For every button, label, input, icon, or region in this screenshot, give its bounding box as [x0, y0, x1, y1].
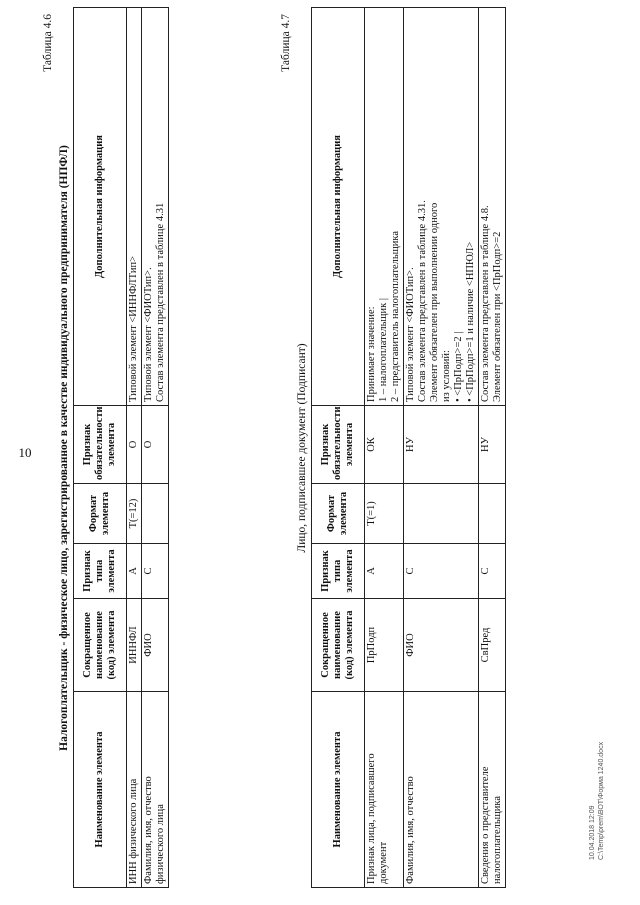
element-info-cell [127, 8, 142, 406]
element-info-cell [142, 8, 169, 406]
table-number: Таблица 4.7 [280, 14, 292, 72]
header-cell: Сокращенное наименование (код) элемента [74, 599, 127, 692]
element-code-cell: ФИО [404, 599, 479, 692]
element-required-cell: НУ [479, 406, 506, 484]
info-line: Элемент обязателен при выполнении одного [429, 202, 440, 402]
table-row [479, 8, 506, 888]
header-cell: Дополнительная информация [74, 8, 127, 406]
table-header-row [312, 8, 365, 888]
table-4-7 [311, 7, 506, 888]
info-line: Принимает значение: [366, 306, 377, 402]
element-name-line: Сведения о представителе [480, 766, 491, 884]
document-footer [588, 742, 606, 860]
element-name-line: налогоплательщика [492, 796, 503, 884]
header-cell: Сокращенное наименование (код) элемента [312, 599, 365, 692]
element-info-cell [404, 8, 479, 406]
element-name-cell [127, 692, 142, 888]
info-line: 2 – представитель налогоплательщика [390, 231, 401, 402]
element-type-cell: А [127, 544, 142, 599]
table-number: Таблица 4.6 [42, 14, 54, 72]
info-line: Типовой элемент <ФИОТип>. [405, 267, 416, 402]
element-name-line: Фамилия, имя, отчество [143, 776, 154, 884]
element-required-cell: О [142, 406, 169, 484]
element-name-line: ИНН физического лица [128, 778, 139, 884]
table-4-6-block [40, 8, 169, 888]
header-cell: Формат элемента [312, 484, 365, 544]
element-info-cell [365, 8, 404, 406]
element-type-cell: С [404, 544, 479, 599]
element-required-cell: НУ [404, 406, 479, 484]
element-code-cell: ИННФЛ [127, 599, 142, 692]
element-name-cell [404, 692, 479, 888]
element-type-cell: С [142, 544, 169, 599]
table-caption: Лицо, подписавшее документ (Подписант) [296, 343, 308, 553]
info-line: • <ПрПодп>=1 и наличие <НПЮЛ> [465, 241, 476, 402]
element-code-cell: ФИО [142, 599, 169, 692]
element-name-cell [365, 692, 404, 888]
header-cell: Наименование элемента [312, 692, 365, 888]
table-row [142, 8, 169, 888]
element-required-cell: ОК [365, 406, 404, 484]
table-4-6 [73, 7, 169, 888]
info-line: Состав элемента представлен в таблице 4.31. [417, 200, 428, 402]
table-row [127, 8, 142, 888]
element-format-cell: T(=12) [127, 484, 142, 544]
table-header-row [74, 8, 127, 888]
footer-path: C:\Temp\prem\ВОТ\Форма 1240.docx [598, 741, 605, 860]
info-line: Типовой элемент <ФИОТип>. [143, 267, 154, 402]
header-cell: Признак обязательности элемента [74, 406, 127, 484]
element-name-line: Фамилия, имя, отчество [405, 776, 416, 884]
table-row [365, 8, 404, 888]
header-cell: Признак обязательности элемента [312, 406, 365, 484]
info-line: из условий: [441, 350, 452, 402]
page-number: 10 [18, 445, 32, 460]
element-name-line: Признак лица, подписавшего [366, 753, 377, 884]
info-line: Типовой элемент <ИННФЛТип> [128, 256, 139, 402]
element-code-cell: ПрПодп [365, 599, 404, 692]
header-cell: Формат элемента [74, 484, 127, 544]
element-name-cell [479, 692, 506, 888]
element-name-line: физического лица [155, 804, 166, 884]
header-cell: Дополнительная информация [312, 8, 365, 406]
element-name-cell [142, 692, 169, 888]
element-type-cell: А [365, 544, 404, 599]
footer-date: 10.04.2018 12:09 [589, 805, 596, 860]
element-format-cell [142, 484, 169, 544]
element-format-cell [479, 484, 506, 544]
element-required-cell: О [127, 406, 142, 484]
header-cell: Наименование элемента [74, 692, 127, 888]
info-line: Состав элемента представлен в таблице 4.8. [480, 205, 491, 402]
table-caption: Налогоплательщик - физическое лицо, зарегистрированное в качестве индивидуального предпринимателя (НПФЛ) [58, 145, 70, 751]
info-line: Элемент обязателен при <ПрПодп>=2 [492, 231, 503, 402]
header-cell: Признак типа элемента [312, 544, 365, 599]
info-line: 1 – налогоплательщик | [378, 298, 389, 402]
header-cell: Признак типа элемента [74, 544, 127, 599]
element-type-cell: С [479, 544, 506, 599]
element-name-line: документ [378, 841, 389, 884]
element-code-cell: СвПред [479, 599, 506, 692]
table-row [404, 8, 479, 888]
table-4-7-block [278, 8, 506, 888]
info-line: Состав элемента представлен в таблице 4.31 [155, 202, 166, 402]
element-info-cell [479, 8, 506, 406]
element-format-cell [404, 484, 479, 544]
info-line: • <ПрПодп>=2 | [453, 331, 464, 402]
element-format-cell: T(=1) [365, 484, 404, 544]
